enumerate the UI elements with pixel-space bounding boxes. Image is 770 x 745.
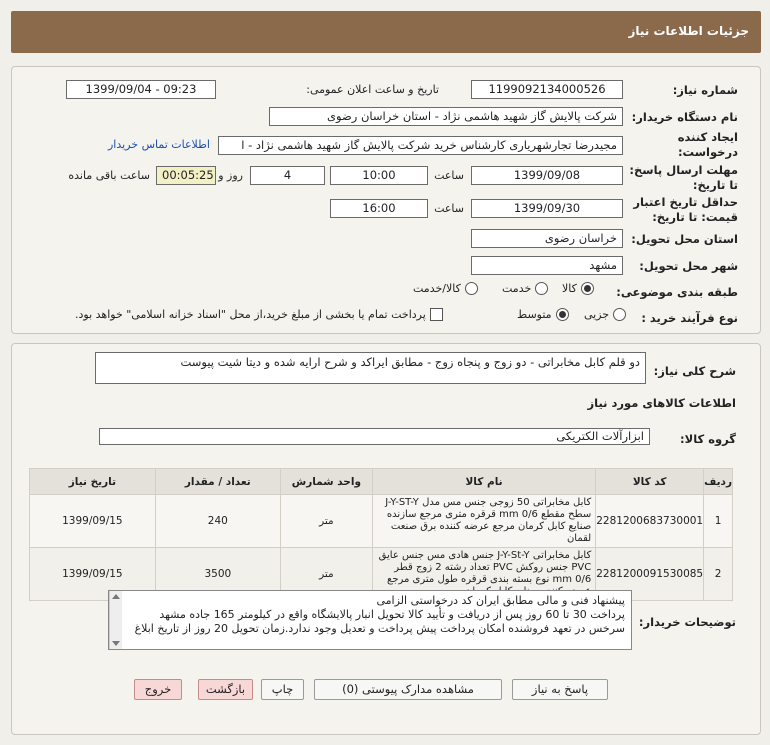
col-qty: تعداد / مقدار (155, 469, 280, 495)
print-button[interactable]: چاپ (261, 679, 304, 700)
deadline-date-field: 1399/09/08 (471, 166, 623, 185)
category-option-service-label: خدمت (502, 282, 532, 295)
remaining-time-field: 00:05:25 (156, 166, 216, 185)
category-option-goods-label: کالا (562, 282, 577, 295)
description-field: دو قلم کابل مخابراتی - دو زوج و پنجاه زوج - مطابق ایراکد و شرح ارایه شده و دیتا شیت پیوست (95, 352, 646, 384)
col-unit: واحد شمارش (280, 469, 372, 495)
table-header-row (30, 469, 733, 495)
buyer-org-field: شرکت پالایش گاز شهید هاشمی نژاد - استان خراسان رضوی (269, 107, 623, 126)
validity-time-field: 16:00 (330, 199, 428, 218)
validity-date-field: 1399/09/30 (471, 199, 623, 218)
purchase-option-medium-label: متوسط (517, 308, 552, 321)
goods-group-field: ابزارآلات الکتریکی (99, 428, 650, 445)
treasury-checkbox[interactable] (430, 308, 443, 321)
cell-code: 2281200091530085 (596, 548, 704, 601)
category-label: طبقه بندی موضوعی: (616, 285, 738, 299)
radio-icon[interactable] (613, 308, 626, 321)
creator-label-text: ایجاد کننده درخواست: (677, 130, 738, 159)
scroll-down-icon[interactable] (112, 641, 120, 646)
description-label: شرح کلی نیاز: (653, 364, 736, 378)
validity-label-text: حداقل تاریخ اعتبار قیمت: تا تاریخ: (633, 195, 738, 224)
validity-time-label: ساعت (434, 202, 464, 215)
back-button[interactable]: بازگشت (198, 679, 253, 700)
buyer-notes-scrollbar[interactable] (109, 591, 122, 649)
announce-label: تاریخ و ساعت اعلان عمومی: (306, 83, 439, 96)
purchase-option-minor[interactable] (584, 308, 626, 321)
city-label: شهر محل تحویل: (639, 259, 738, 273)
buyer-notes-line-1: پیشنهاد فنی و مالی مطابق ایران کد درخواستی الزامی (376, 594, 625, 607)
goods-group-label: گروه کالا: (680, 432, 736, 446)
buyer-notes-line-2: پرداخت 30 تا 60 روز پس از دریافت و تأیید کالا تحویل انبار پالایشگاه واقع در کیلومتر 165 جاده مشهد سرخس در تعهد فروشنده امکان پرداخت پیش پرداخت و تعدیل وجود ندارد.زمان تحویل 20 روز از تاریخ ابلاغ (134, 608, 625, 635)
radio-icon[interactable] (465, 282, 478, 295)
province-label: استان محل تحویل: (631, 232, 738, 246)
deadline-days-field: 4 (250, 166, 325, 185)
buyer-notes-label: توضیحات خریدار: (638, 615, 736, 629)
radio-selected-icon[interactable] (581, 282, 594, 295)
page-title: جزئیات اطلاعات نیاز (628, 24, 749, 38)
cell-unit: متر (280, 495, 372, 548)
treasury-payment-option[interactable] (75, 308, 443, 321)
category-option-goods[interactable] (562, 282, 594, 295)
view-attachments-button[interactable]: مشاهده مدارک پیوستی (0) (314, 679, 502, 700)
need-number-label: شماره نیاز: (672, 83, 738, 97)
radio-icon[interactable] (535, 282, 548, 295)
cell-date: 1399/09/15 (30, 548, 156, 601)
deadline-label (628, 163, 738, 193)
reply-button[interactable]: پاسخ به نیاز (512, 679, 608, 700)
col-row: ردیف (704, 469, 733, 495)
purchase-option-medium[interactable] (517, 308, 569, 321)
radio-selected-icon[interactable] (556, 308, 569, 321)
deadline-label-text: مهلت ارسال پاسخ: تا تاریخ: (629, 163, 738, 192)
deadline-time-field: 10:00 (330, 166, 428, 185)
items-table-wrap (29, 468, 733, 601)
col-date: تاریخ نیاز (30, 469, 156, 495)
exit-button[interactable]: خروج (134, 679, 182, 700)
cell-row: 1 (704, 495, 733, 548)
cell-name: کابل مخابراتی 50 زوجی جنس مس مدل J-Y-ST-Y سطح مقطع mm 0/6 قرقره متری مرجع سازنده صنایع کابل کرمان مرجع عرضه کننده برق صنعت لقمان (372, 495, 595, 548)
col-code: کد کالا (596, 469, 704, 495)
province-field: خراسان رضوی (471, 229, 623, 248)
goods-section-title: اطلاعات کالاهای مورد نیاز (587, 396, 736, 410)
creator-field: مجیدرضا تجارشهریاری کارشناس خرید شرکت پالایش گاز شهید هاشمی نژاد - ا (218, 136, 623, 155)
treasury-checkbox-label: پرداخت تمام یا بخشی از مبلغ خرید،از محل "اسناد خزانه اسلامی" خواهد بود. (75, 308, 426, 321)
category-option-service[interactable] (502, 282, 548, 295)
table-row[interactable] (30, 495, 733, 548)
cell-qty: 240 (155, 495, 280, 548)
cell-row: 2 (704, 548, 733, 601)
scroll-up-icon[interactable] (112, 594, 120, 599)
announce-field: 1399/09/04 - 09:23 (66, 80, 216, 99)
validity-label (628, 195, 738, 225)
items-table (29, 468, 733, 601)
category-option-both-label: کالا/خدمت (413, 282, 461, 295)
buyer-org-label: نام دستگاه خریدار: (631, 110, 738, 124)
buyer-notes-box[interactable] (108, 590, 632, 650)
cell-name: کابل مخابراتی J-Y-St-Y جنس هادی مس جنس عایق PVC جنس روکش PVC تعداد رشته 2 زوج قطر mm 0/6 نوع بسته بندی قرقره طول متری مرجع (372, 548, 595, 601)
deadline-time-label: ساعت (434, 169, 464, 182)
page-header (11, 11, 761, 53)
cell-qty: 3500 (155, 548, 280, 601)
buyer-contact-link[interactable]: اطلاعات تماس خریدار (108, 138, 210, 151)
remaining-time-label: ساعت باقی مانده (68, 169, 150, 182)
purchase-type-label: نوع فرآیند خرید : (641, 311, 738, 325)
cell-date: 1399/09/15 (30, 495, 156, 548)
purchase-option-minor-label: جزیی (584, 308, 610, 321)
city-field: مشهد (471, 256, 623, 275)
need-number-field: 1199092134000526 (471, 80, 623, 99)
cell-code: 2281200683730001 (596, 495, 704, 548)
deadline-days-label: روز و (218, 169, 243, 182)
category-option-both[interactable] (413, 282, 478, 295)
col-name: نام کالا (372, 469, 595, 495)
cell-unit: متر (280, 548, 372, 601)
creator-label (648, 130, 738, 160)
